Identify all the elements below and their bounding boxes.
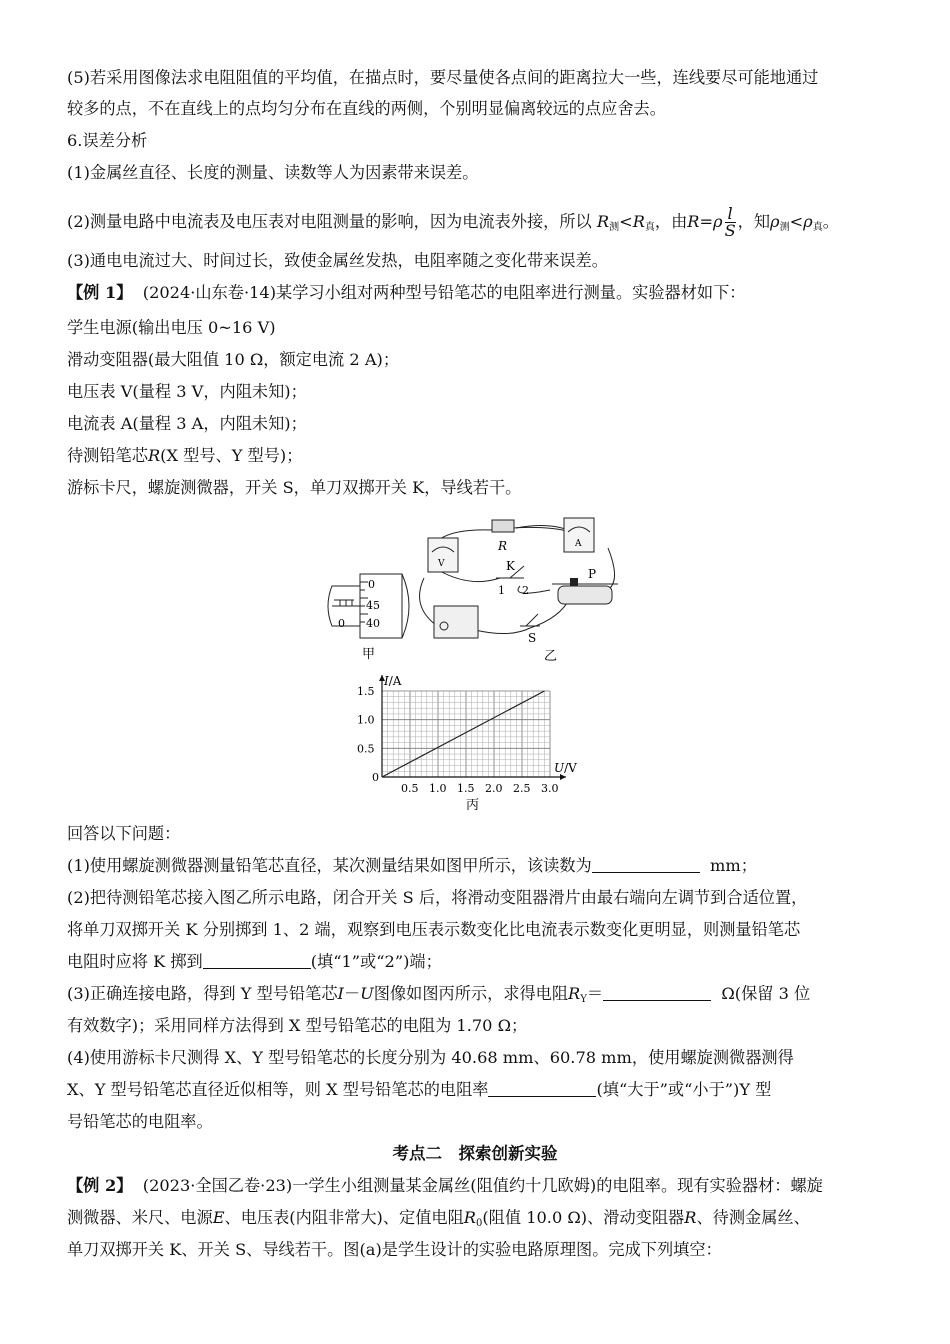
- x-tick-label: 1.5: [457, 782, 475, 795]
- sub-zhen: 真: [812, 222, 823, 233]
- switch-K-label: K: [506, 559, 515, 573]
- var-R: R: [568, 984, 581, 1003]
- question-4-cont: 号铅笔芯的电阻率。: [67, 1112, 213, 1131]
- text-span: (2)测量电路中电流表及电压表对电阻测量的影响，因为电流表外接，所以: [67, 212, 592, 231]
- text-span: (填“1”或“2”)端；: [310, 952, 442, 971]
- var-E: E: [212, 1208, 225, 1227]
- answer-blank-2[interactable]: [203, 952, 311, 969]
- switch-S-blade: [526, 614, 538, 626]
- question-3: [67, 984, 810, 1010]
- resistor-body: [492, 520, 514, 532]
- material-item: 电流表 A(量程 3 A，内阻未知)；: [67, 414, 307, 433]
- var-rho: ρ: [713, 212, 723, 231]
- question-4: (4)使用游标卡尺测得 X、Y 型号铅笔芯的长度分别为 40.68 mm、60.78 mm，使用螺旋测微器测得: [67, 1048, 794, 1067]
- text-span: (3)正确连接电路，得到 Y 型号铅笔芯: [67, 984, 338, 1003]
- text-span: 待测铅笔芯: [67, 446, 148, 465]
- text-span: 图像如图丙所示，求得电阻: [373, 984, 569, 1003]
- series-line: [382, 691, 544, 777]
- voltmeter-label: V: [438, 559, 445, 569]
- figure-caption-jia: 甲: [362, 647, 376, 662]
- question-1: [67, 856, 757, 876]
- apparatus-figure: [320, 508, 640, 668]
- text-span: 测微器、米尺、电源: [67, 1208, 213, 1227]
- var-R: R: [147, 446, 161, 465]
- example-1-header: [67, 283, 745, 303]
- figure-caption-bing: 丙: [466, 798, 480, 813]
- material-item: 电压表 V(量程 3 V，内阻未知)；: [67, 382, 307, 401]
- rheostat-label: P: [588, 567, 597, 581]
- ammeter-label: A: [575, 539, 582, 549]
- y-axis-label: I/A: [384, 674, 402, 688]
- text-span: X、Y 型号铅笔芯直径近似相等，则 X 型号铅笔芯的电阻率: [67, 1080, 489, 1099]
- var-R: R: [596, 212, 610, 231]
- var-R0: R: [463, 1208, 476, 1227]
- material-item: 游标卡尺，螺旋测微器，开关 S，单刀双掷开关 K，导线若干。: [67, 478, 522, 497]
- lt-sign: <: [619, 212, 633, 231]
- y-tick-label: 0.5: [357, 742, 375, 756]
- text-line: (1)金属丝直径、长度的测量、读数等人为因素带来误差。: [67, 163, 479, 182]
- rheostat: [552, 578, 618, 604]
- text-span: (2023·全国乙卷·23)一学生小组测量某金属丝(阻值约十几欧姆)的电阻率。现有实验器材：螺旋: [142, 1176, 823, 1195]
- wire: [608, 548, 615, 588]
- formula-line: [67, 206, 839, 239]
- power-supply: [434, 606, 478, 638]
- frac-num: l: [725, 206, 736, 223]
- frac-den: S: [724, 221, 736, 240]
- iu-graph: [340, 672, 580, 814]
- text-span: (填“大于”或“小于”)Y 型: [596, 1080, 772, 1099]
- var-rho: ρ: [770, 212, 780, 231]
- var-R: R: [632, 212, 645, 231]
- text-span: mm；: [710, 856, 757, 875]
- micrometer-label-45: 45: [366, 599, 380, 612]
- resistor-label: R: [498, 539, 508, 553]
- text-span: 电阻时应将 K 掷到: [67, 952, 203, 971]
- chart-series: [382, 691, 544, 777]
- text-line: (3)通电电流过大、时间过长，致使金属丝发热，电阻率随之变化带来误差。: [67, 251, 608, 270]
- power-supply-body: [434, 606, 478, 638]
- sub-zhen: 真: [644, 222, 655, 233]
- switch-K-terminal-2: 2: [522, 584, 529, 597]
- rheostat-body: [558, 586, 612, 604]
- text-line: (5)若采用图像法求电阻阻值的平均值，在描点时，要尽量使各点间的距离拉大一些，连线要尽可能地通过: [67, 68, 819, 87]
- text-span: －: [343, 984, 361, 1003]
- var-rho: ρ: [803, 212, 813, 231]
- sub-ce: 测: [779, 222, 790, 233]
- text-line: 较多的点，不在直线上的点均匀分布在直线的两侧，个别明显偏离较远的点应舍去。: [67, 99, 666, 118]
- section-title: 考点二 探索创新实验: [392, 1144, 558, 1163]
- var-R: R: [687, 212, 700, 231]
- example-tag: 【例 2】: [67, 1176, 133, 1195]
- switch-K-terminal-1: 1: [498, 584, 505, 597]
- example-2-line: 单刀双掷开关 K、开关 S、导线若干。图(a)是学生设计的实验电路原理图。完成下列填空：: [67, 1240, 722, 1259]
- material-item: 滑动变阻器(最大阻值 10 Ω，额定电流 2 A)；: [67, 350, 400, 369]
- chart-ticks: [357, 685, 559, 795]
- lt-sign: <: [789, 212, 804, 231]
- text-span: 、待测金属丝、: [696, 1208, 810, 1227]
- material-item: 学生电源(输出电压 0~16 V): [67, 318, 276, 337]
- wire: [475, 628, 530, 634]
- sub-ce: 测: [609, 222, 620, 233]
- sub-Y: Y: [580, 994, 587, 1005]
- micrometer-label-0: 0: [368, 578, 375, 591]
- text-line: 回答以下问题：: [67, 824, 181, 843]
- origin-label: 0: [372, 771, 379, 784]
- text-span: Ω(保留 3 位: [721, 984, 811, 1003]
- text-span: 。: [822, 212, 839, 231]
- micrometer-label-40: 40: [366, 617, 380, 630]
- text-span: 、电压表(内阻非常大)、定值电阻: [224, 1208, 464, 1227]
- x-tick-label: 2.0: [485, 782, 503, 795]
- question-2-cont: [67, 952, 442, 972]
- fraction-l-over-S: [725, 206, 736, 239]
- eq-sign: ＝: [586, 984, 604, 1003]
- rheostat-slider: [570, 578, 578, 586]
- text-span: (1)使用螺旋测微器测量铅笔芯直径，某次测量结果如图甲所示，该读数为: [67, 856, 592, 875]
- x-axis-label: U/V: [554, 761, 577, 775]
- question-2: (2)把待测铅笔芯接入图乙所示电路，闭合开关 S 后，将滑动变阻器滑片由最右端向左调节到合适位置，: [67, 888, 808, 907]
- x-tick-label: 3.0: [541, 782, 559, 795]
- text-span: ，由: [654, 212, 688, 231]
- resistor-R: [492, 520, 514, 532]
- section-heading: 6.误差分析: [67, 131, 148, 150]
- var-R: R: [684, 1208, 697, 1227]
- answer-blank-1[interactable]: [592, 856, 700, 873]
- micrometer-thimble-end: [402, 574, 409, 638]
- example-2-line: [67, 1208, 810, 1234]
- example-tag: 【例 1】: [67, 283, 133, 302]
- x-tick-label: 2.5: [513, 782, 531, 795]
- switch-S-label: S: [528, 631, 537, 645]
- y-tick-label: 1.5: [357, 685, 375, 698]
- micrometer-label-zero: 0: [338, 617, 345, 630]
- answer-blank-3[interactable]: [603, 984, 711, 1001]
- x-tick-label: 1.0: [429, 782, 447, 795]
- text-span: ，知: [737, 212, 771, 231]
- answer-blank-4[interactable]: [488, 1080, 596, 1097]
- var-U: U: [360, 984, 374, 1003]
- ammeter: [564, 518, 594, 552]
- text-span: (X 型号、Y 型号)；: [160, 446, 303, 465]
- switch-S: [520, 614, 540, 626]
- question-2-cont: 将单刀双掷开关 K 分别掷到 1、2 端，观察到电压表示数变化比电流表示数变化更明显，则测量铅笔芯: [67, 920, 801, 939]
- sub-0: 0: [475, 1218, 483, 1229]
- x-tick-label: 0.5: [401, 782, 419, 795]
- eq-sign: =: [699, 212, 714, 231]
- material-item: [67, 446, 302, 466]
- question-4-cont: [67, 1080, 771, 1100]
- text-span: (2024·山东卷·14)某学习小组对两种型号铅笔芯的电阻率进行测量。实验器材如下：: [142, 283, 746, 302]
- question-3-cont: 有效数字)；采用同样方法得到 X 型号铅笔芯的电阻为 1.70 Ω；: [67, 1016, 528, 1035]
- voltmeter: [428, 538, 458, 572]
- y-tick-label: 1.0: [357, 713, 375, 727]
- text-span: (阻值 10.0 Ω)、滑动变阻器: [482, 1208, 685, 1227]
- example-2-header: [67, 1176, 823, 1196]
- figure-caption-yi: 乙: [544, 649, 558, 664]
- var-I: I: [337, 984, 344, 1003]
